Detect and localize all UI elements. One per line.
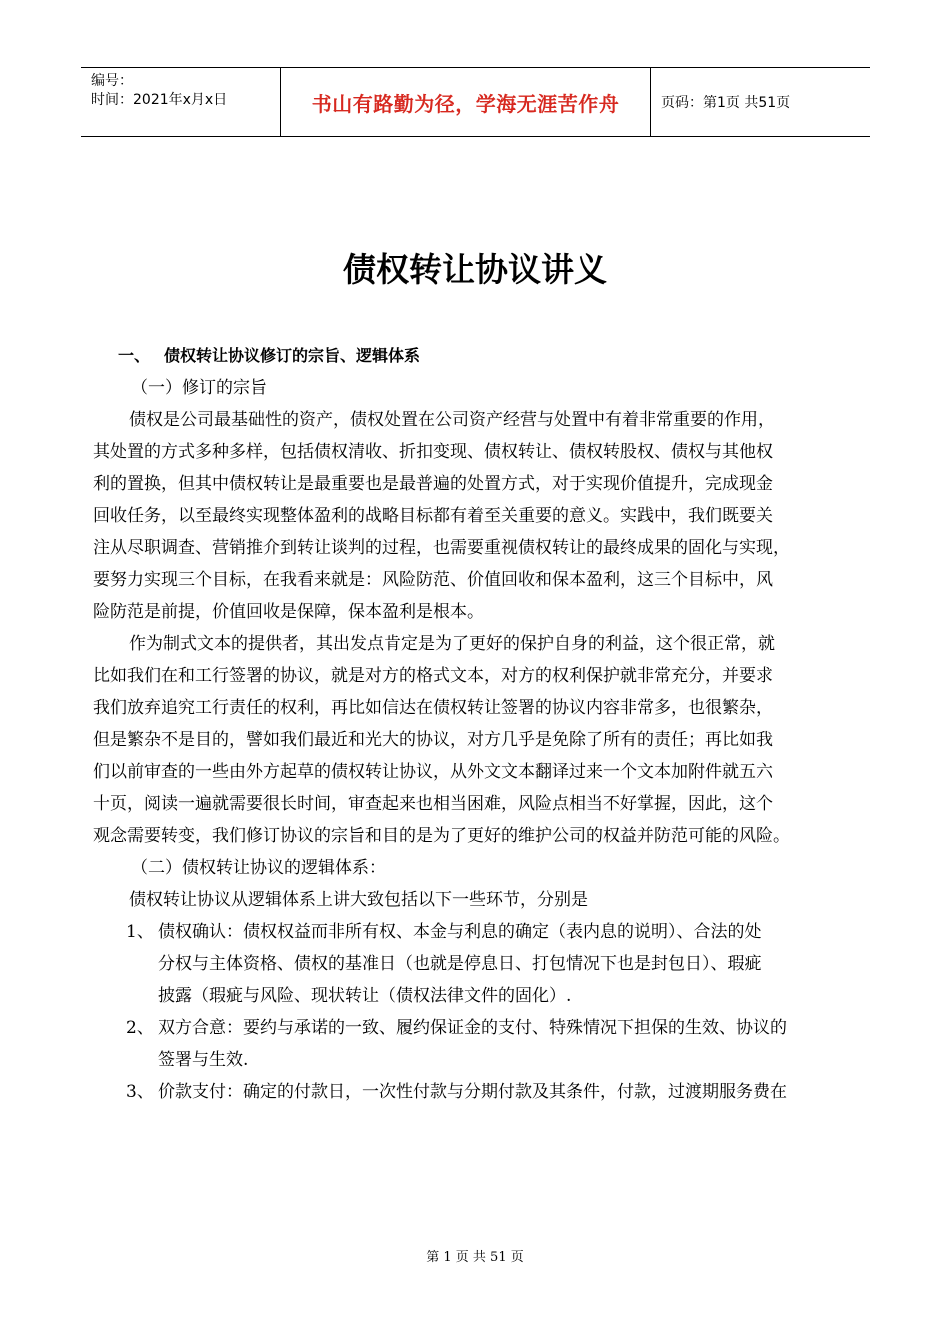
paragraph-line: 比如我们在和工行签署的协议，就是对方的格式文本，对方的权利保护就非常充分，并要求 [93,666,773,686]
document-body [93,340,863,1108]
header-motto: 书山有路勤为径，学海无涯苦作舟 [281,68,651,136]
list-item-line: 签署与生效. [158,1050,249,1070]
paragraph-line: 但是繁杂不是目的，譬如我们最近和光大的协议，对方几乎是免除了所有的责任；再比如我 [93,730,773,750]
section-heading-text: 债权转让协议修订的宗旨、逻辑体系 [164,346,421,365]
section-number: 一、 [118,346,151,365]
paragraph-line: 要努力实现三个目标，在我看来就是：风险防范、价值回收和保本盈利，这三个目标中，风 [93,570,773,590]
list-text: 债权确认：债权权益而非所有权、本金与利息的确定（表内息的说明）、合法的处 [158,922,762,942]
list-text: 价款支付：确定的付款日，一次性付款与分期付款及其条件，付款，过渡期服务费在 [158,1082,787,1102]
paragraph-line: 作为制式文本的提供者，其出发点肯定是为了更好的保护自身的利益，这个很正常，就 [129,634,775,654]
numbered-list [93,916,863,1108]
document-title: 债权转让协议讲义 [343,250,607,289]
subsection-heading: （二）债权转让协议的逻辑体系： [131,858,386,878]
paragraph-2 [93,628,863,852]
paragraph-line: 十页，阅读一遍就需要很长时间，审查起来也相当困难，风险点相当不好掌握，因此，这个 [93,794,773,814]
subsection-heading: （一）修订的宗旨 [131,378,267,398]
paragraph-line: 回收任务，以至最终实现整体盈利的战略目标都有着至关重要的意义。实践中，我们既要关 [93,506,773,526]
list-item [93,1012,863,1076]
list-item-line [93,1076,863,1108]
time-label: 时间：2021年x月x日 [91,92,228,108]
list-item-line [93,1012,863,1044]
paragraph-line: 我们放弃追究工行责任的权利，再比如信达在债权转让签署的协议内容非常多，也很繁杂， [93,698,773,718]
header-page-info: 页码：第1页 共51页 [661,95,791,111]
list-item-line: 披露（瑕疵与风险、现状转让（债权法律文件的固化）. [158,986,572,1006]
paragraph-line: 其处置的方式多种多样，包括债权清收、折扣变现、债权转让、债权转股权、债权与其他权 [93,442,773,462]
list-text: 双方合意：要约与承诺的一致、履约保证金的支付、特殊情况下担保的生效、协议的 [158,1018,787,1038]
list-item [93,1076,863,1108]
list-item-line [93,916,863,948]
list-number: 2、 [126,1018,154,1038]
paragraph-line: 险防范是前提，价值回收是保障，保本盈利是根本。 [93,602,484,622]
number-label: 编号： [91,73,133,89]
page-footer: 第 1 页 共 51 页 [426,1250,524,1265]
list-number: 3、 [126,1082,154,1102]
list-item [93,916,863,1012]
paragraph-line: 注从尽职调查、营销推介到转让谈判的过程，也需要重视债权转让的最终成果的固化与实现， [93,538,790,558]
section-heading [93,340,863,372]
paragraph-line: 观念需要转变，我们修订协议的宗旨和目的是为了更好的维护公司的权益并防范可能的风险。 [93,826,790,846]
header-meta [81,68,281,136]
paragraph-1 [93,404,863,628]
list-item-line: 分权与主体资格、债权的基准日（也就是停息日、打包情况下也是封包日）、瑕疵 [158,954,762,974]
paragraph-line: 们以前审查的一些由外方起草的债权转让协议，从外文文本翻译过来一个文本加附件就五六 [93,762,773,782]
document-header [81,67,870,137]
paragraph-line: 债权是公司最基础性的资产，债权处置在公司资产经营与处置中有着非常重要的作用， [129,410,775,430]
list-number: 1、 [126,922,154,942]
intro-line: 债权转让协议从逻辑体系上讲大致包括以下一些环节，分别是 [129,890,588,910]
paragraph-line: 利的置换，但其中债权转让是最重要也是最普遍的处置方式，对于实现价值提升，完成现金 [93,474,773,494]
